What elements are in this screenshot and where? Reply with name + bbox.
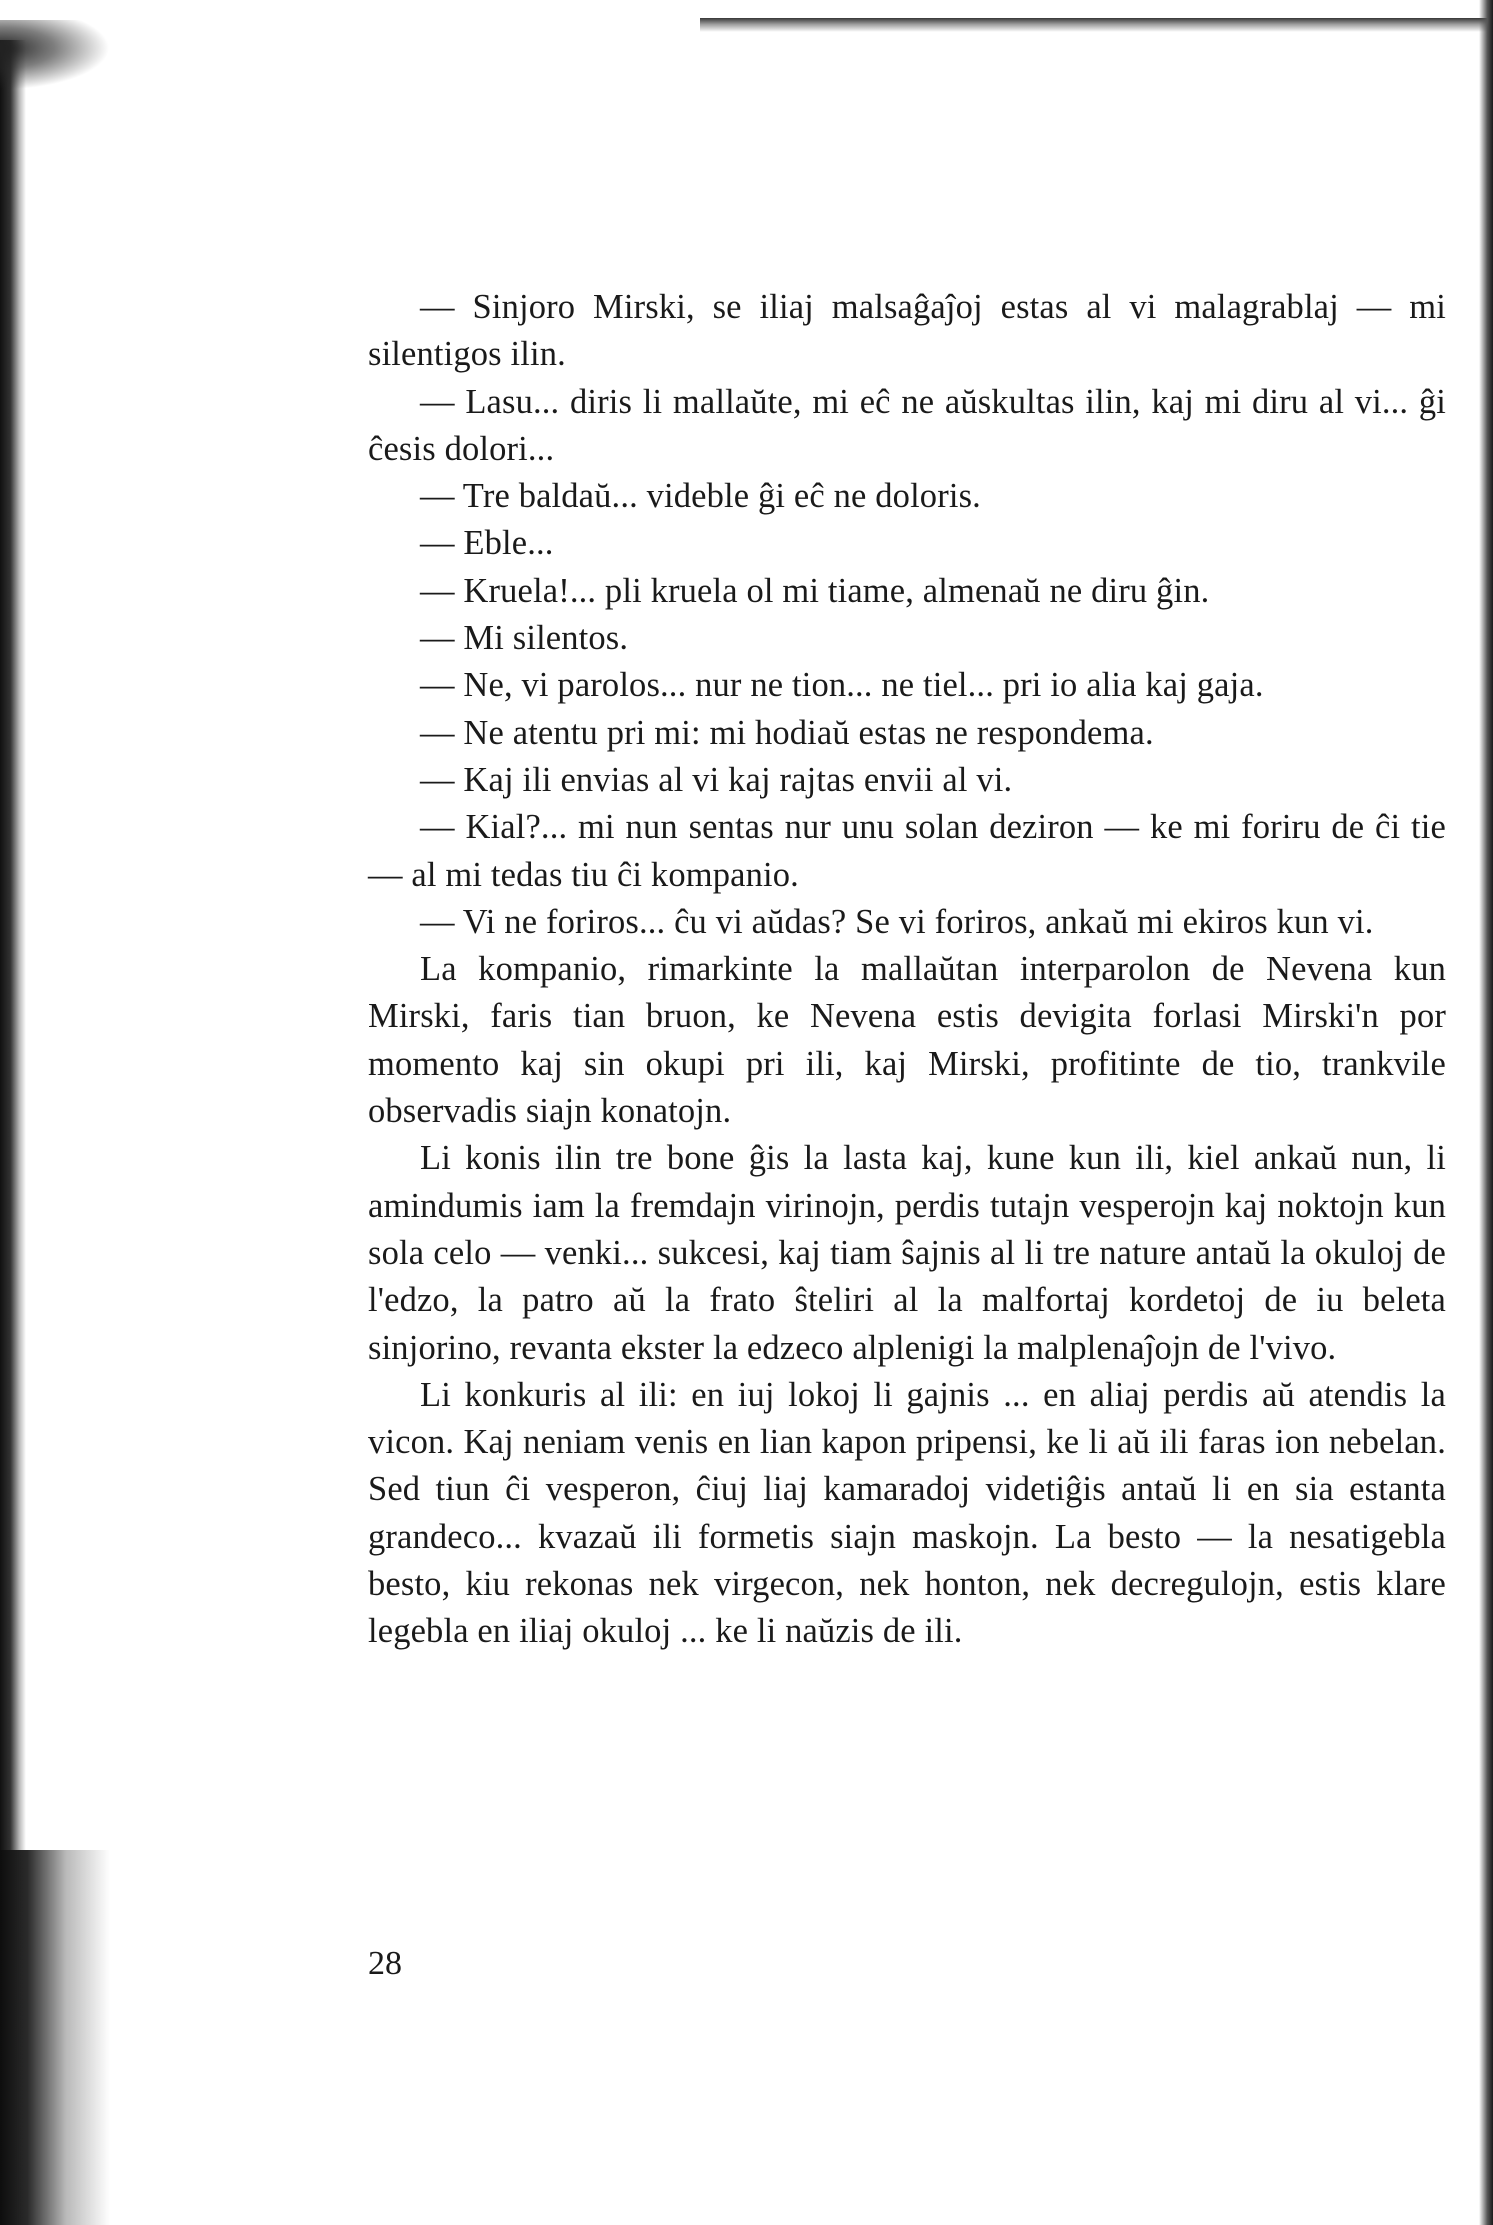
scan-shadow-right: [1479, 0, 1493, 2225]
dialogue-line: — Mi silentos.: [420, 619, 629, 658]
dialogue-line: — Kruela!... pli kruela ol mi tiame, almenaŭ ne diru ĝin.: [420, 571, 1210, 610]
narrative-paragraph: Li konkuris al ili: en iuj lokoj li gajnis ... en aliaj perdis aŭ atendis la vicon. Kaj neniam venis en lian kapon pripensi, ke li aŭ ili faras ion nebelan. Sed tiun ĉi vesperon, ĉiuj liaj kamaradoj videtiĝis antaŭ li en sia estanta grandeco... kvazaŭ ili formetis siajn maskojn. La besto — la nesatigebla besto, kiu rekonas nek virgecon, nek honton, nek decregulojn, estis klare legebla en iliaj okuloj ... ke li naŭzis de ili.: [368, 1375, 1446, 1651]
page-number: 28: [368, 1945, 402, 1982]
dialogue-line: — Ne, vi parolos... nur ne tion... ne tiel... pri io alia kaj gaja.: [420, 666, 1264, 705]
scan-shadow-top: [700, 18, 1493, 32]
dialogue-line: — Lasu... diris li mallaŭte, mi eĉ ne aŭskultas ilin, kaj mi diru al vi... ĝi ĉesis dolori...: [368, 382, 1446, 468]
dialogue-line: — Ne atentu pri mi: mi hodiaŭ estas ne respondema.: [420, 713, 1154, 752]
dialogue-line: — Sinjoro Mirski, se iliaj malsaĝaĵoj estas al vi malagrablaj — mi silentigos ilin.: [368, 288, 1446, 374]
scan-shadow-bottom-left: [0, 1850, 110, 2225]
dialogue-line: — Tre baldaŭ... videble ĝi eĉ ne doloris.: [420, 477, 981, 516]
narrative-paragraph: La kompanio, rimarkinte la mallaŭtan interparolon de Nevena kun Mirski, faris tian bruon, ke Nevena estis devigita forlasi Mirski'n por momento kaj sin okupi pri ili, kaj Mirski, profitinte de tio, trankvile observadis siajn konatojn.: [368, 950, 1446, 1131]
dialogue-line: — Kial?... mi nun sentas nur unu solan deziron — ke mi foriru de ĉi tie — al mi tedas tiu ĉi kompanio.: [368, 808, 1446, 894]
body-text: [368, 284, 1446, 1656]
dialogue-line: — Kaj ili envias al vi kaj rajtas envii al vi.: [420, 760, 1013, 799]
scan-shadow-top-left: [0, 20, 110, 90]
dialogue-line: — Eble...: [420, 524, 554, 563]
dialogue-line: — Vi ne foriros... ĉu vi aŭdas? Se vi foriros, ankaŭ mi ekiros kun vi.: [420, 902, 1374, 941]
narrative-paragraph: Li konis ilin tre bone ĝis la lasta kaj, kune kun ili, kiel ankaŭ nun, li amindumis iam la fremdajn virinojn, perdis tutajn vesperojn kaj noktojn kun sola celo — venki... sukcesi, kaj tiam ŝajnis al li tre nature antaŭ la okuloj de l'edzo, la patro aŭ la frato ŝteliri al la malfortaj kordetoj de iu beleta sinjorino, revanta ekster la edzeco alplenigi la malplenaĵojn de l'vivo.: [368, 1139, 1446, 1367]
